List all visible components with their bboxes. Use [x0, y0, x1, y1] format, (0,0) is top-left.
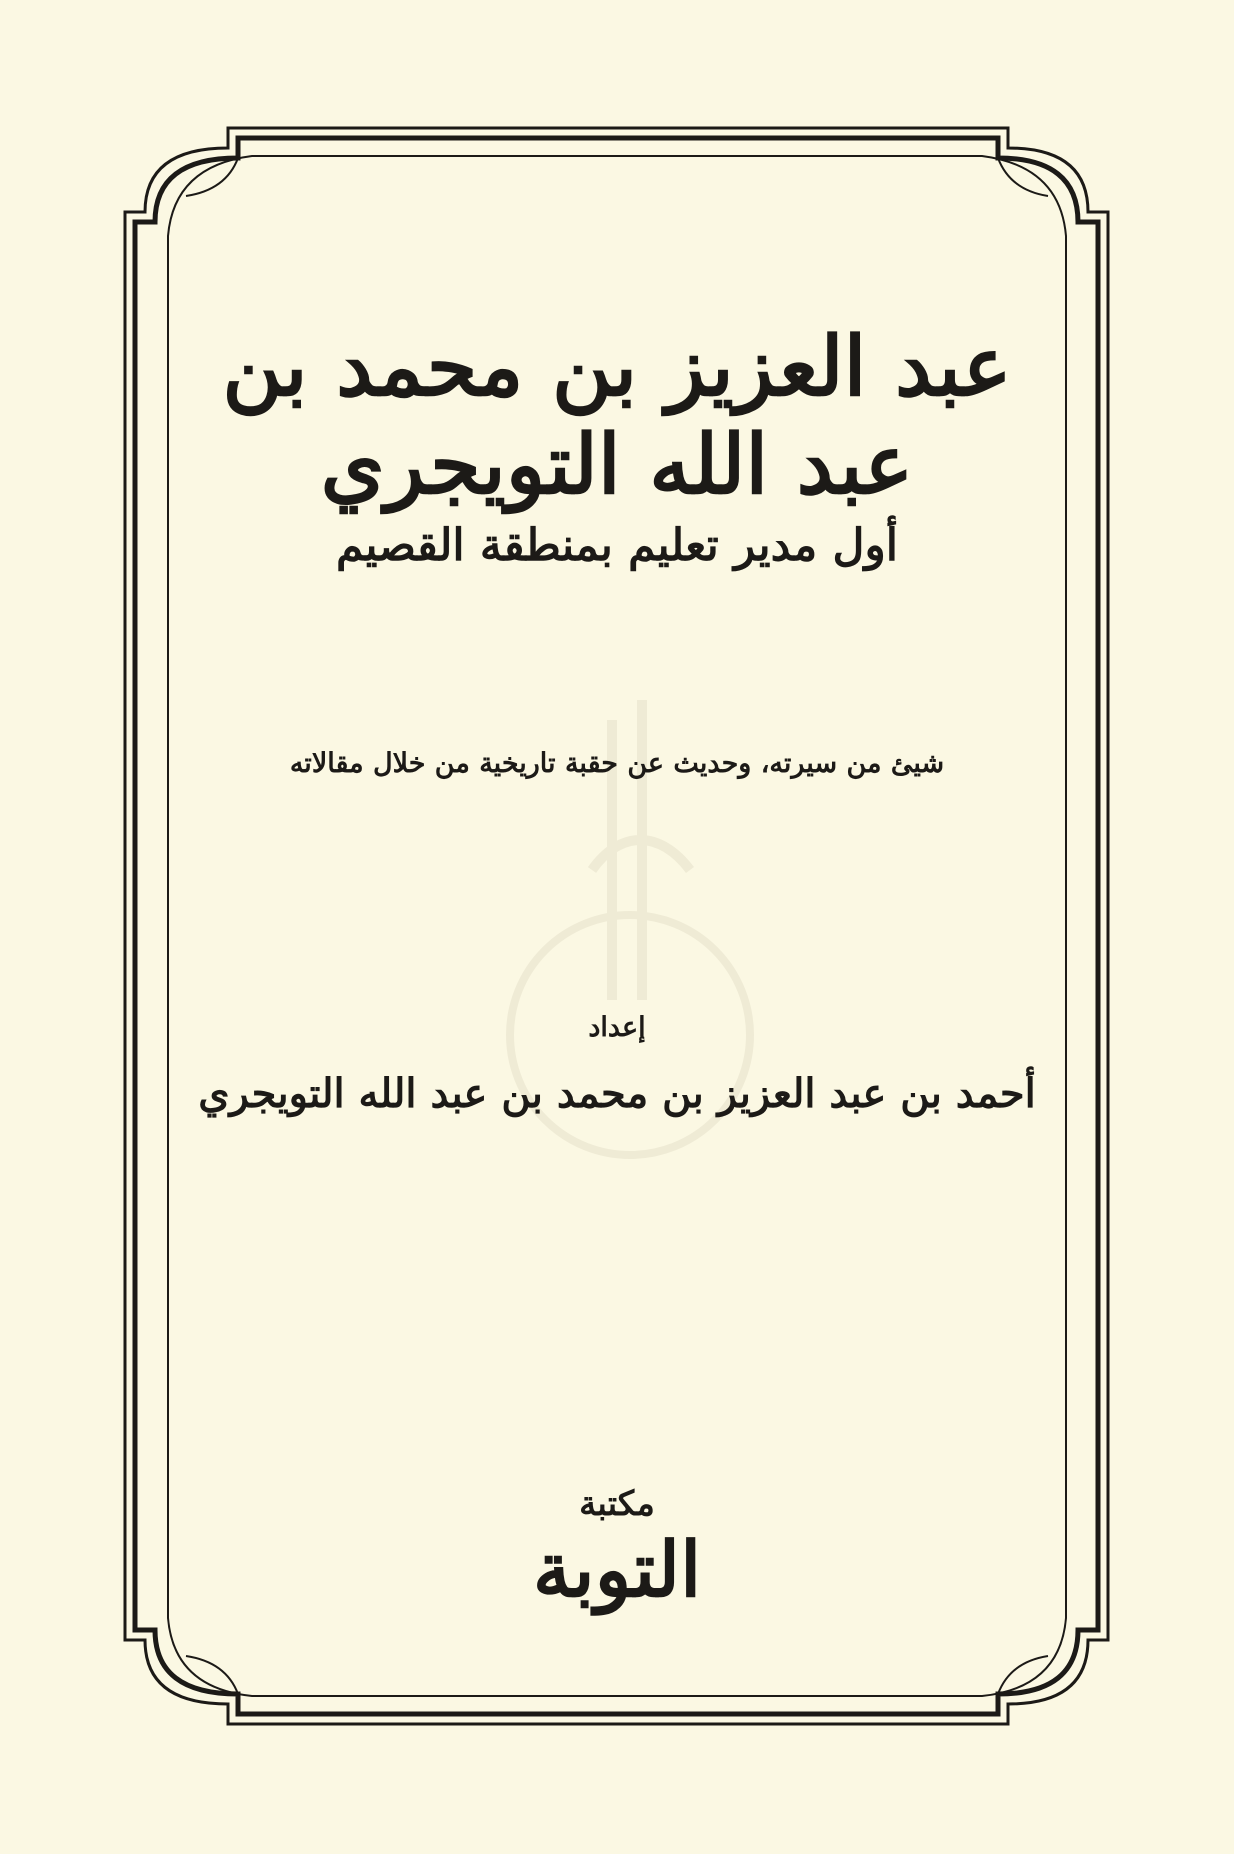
- author-name: أحمد بن عبد العزيز بن محمد بن عبد الله التويجري: [198, 1070, 1036, 1117]
- book-description: شيئ من سيرته، وحديث عن حقبة تاريخية من خلال مقالاته: [289, 748, 945, 779]
- publisher-prefix: مكتبة: [579, 1484, 655, 1524]
- prepared-by-label: إعداد: [588, 1012, 646, 1043]
- book-title: عبد العزيز بن محمد بن عبد الله التويجري: [222, 319, 1012, 514]
- publisher-name: التوبة: [532, 1525, 702, 1614]
- book-subtitle: أول مدير تعليم بمنطقة القصيم: [335, 520, 898, 571]
